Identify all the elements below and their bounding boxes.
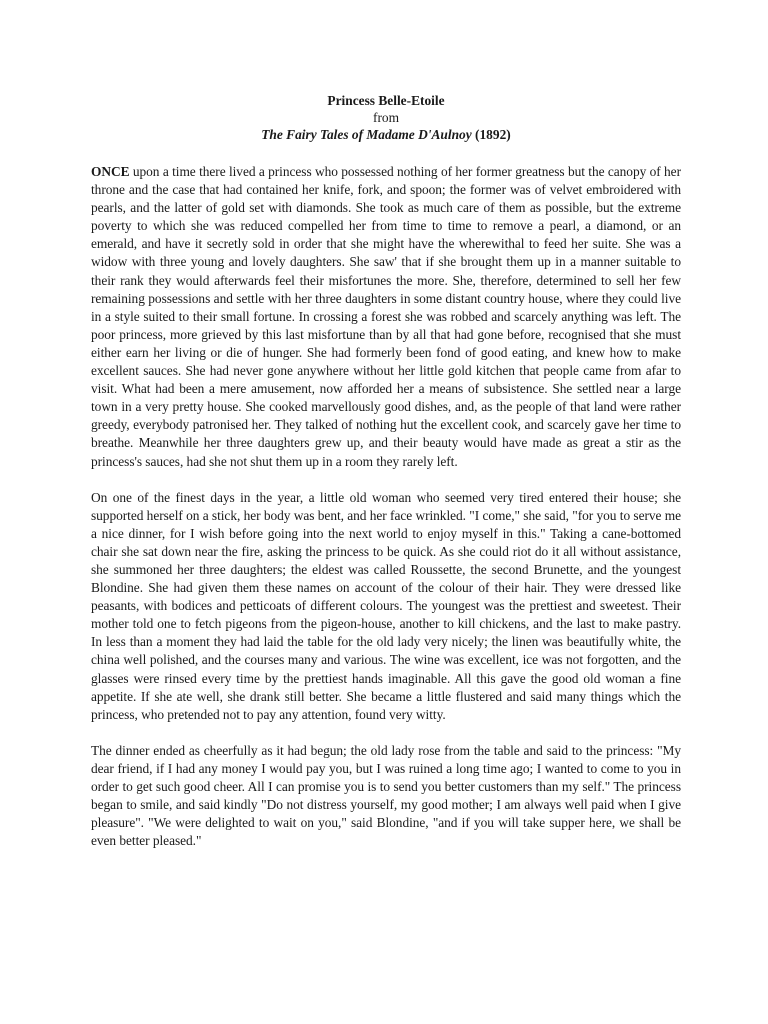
document-page [91, 92, 681, 868]
paragraph-2 [91, 489, 681, 724]
paragraph-1 [91, 163, 681, 471]
paragraph-text: upon a time there lived a princess who possessed nothing of her former greatness but the canopy of her throne and the case that had contained her knife, fork, and spoon; the former was of velvet embroidered with pearls, and the latter of gold set with diamonds. She took as much care of them as possible, but the extreme poverty to which she was reduced compelled her from time to time to remove a pearl, a diamond, or an emerald, and have it secretly sold in order that she might have the wherewithal to feed her suite. She was a widow with three young and lovely daughters. She saw' that if she brought them up in a manner suitable to their rank they would afterwards feel their misfortunes the more. She, therefore, determined to sell her few remaining possessions and settle with her three daughters in some distant country house, where they could live in a style suited to their small fortune. In crossing a forest she was robbed and scarcely anything was left. The poor princess, more grieved by this last misfortune than by all that had gone before, recognised that she must either earn her living or die of hunger. She had formerly been fond of good eating, and knew how to make excellent sauces. She had never gone anywhere without her little gold kitchen that people came from afar to visit. What had been a mere amusement, now afforded her a means of subsistence. She settled near a large town in a very pretty house. She cooked marvellously good dishes, and, as the people of that land were rather greedy, everybody patronised her. They talked of nothing hut the excellent cook, and scarcely gave her time to breathe. Meanwhile her three daughters grew up, and their beauty would have made as great a stir as the princess's sauces, had she not shut them up in a room they rarely left. [91, 164, 681, 469]
source-line [91, 126, 681, 143]
paragraph-text: The dinner ended as cheerfully as it had begun; the old lady rose from the table and said to the princess: "My dear friend, if I had any money I would pay you, but I was ruined a long time ago; I wanted to come to you in order to get such good cheer. All I can promise you is to send you better customers than my self." The princess began to smile, and said kindly "Do not distress yourself, my good mother; I am always well paid when I give pleasure". "We were delighted to wait on you," said Blondine, "and if you will take supper here, we shall be even better pleased." [91, 742, 681, 849]
from-label: from [372, 110, 400, 125]
paragraph-text: On one of the finest days in the year, a little old woman who seemed very tired entered their house; she supported herself on a stick, her body was bent, and her face wrinkled. "I come," she said, "for you to serve me a nice dinner, for I wish before going into the next world to enjoy myself in this." Taking a cane-bottomed chair she sat down near the fire, asking the princess to be quick. As she could riot do it all without assistance, she summoned her three daughters; the eldest was called Roussette, the second Brunette, and the youngest Blondine. She had given them these names on account of the colour of their hair. They were dressed like peasants, with bodices and petticoats of different colours. The youngest was the prettiest and sweetest. Their mother told one to fetch pigeons from the pigeon-house, another to kill chickens, and the last to make pastry. In less than a moment they had laid the table for the old lady very nicely; the linen was beautifully white, the china well polished, and the courses many and various. The wine was excellent, ice was not forgotten, and the glasses were rinsed every time by the prettiest hands imaginable. All this gave the good old woman a fine appetite. If she ate well, she drank still better. She became a little flustered and said many things which the princess, who pretended not to pay any attention, found very witty. [91, 489, 681, 722]
title-block [91, 92, 681, 143]
paragraph-3 [91, 742, 681, 851]
source-title: The Fairy Tales of Madame D'Aulnoy [261, 127, 472, 142]
paragraph-lead: ONCE [91, 164, 130, 179]
story-title: Princess Belle-Etoile [327, 93, 445, 108]
source-year: (1892) [471, 127, 511, 142]
